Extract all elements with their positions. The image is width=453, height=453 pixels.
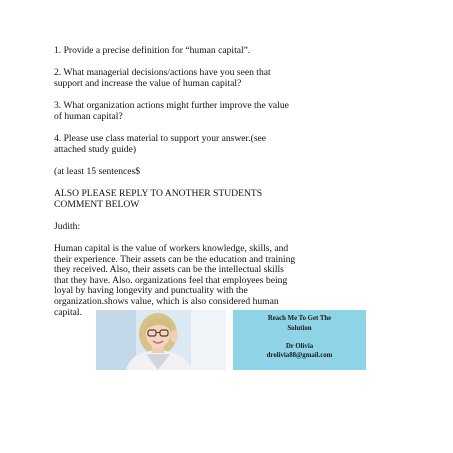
student-name: Judith: [54, 221, 81, 232]
question-1: 1. Provide a precise definition for “human capital”. [54, 45, 251, 56]
student-comment [54, 244, 410, 318]
question-4-line-1: 4. Please use class material to support your answer.(see [54, 133, 267, 144]
comment-line: capital. [54, 306, 82, 318]
tutor-photo [96, 310, 226, 370]
comment-line: organization.shows value, which is also considered human [54, 295, 279, 307]
question-3-line-1: 3. What organization actions might further improve the value [54, 100, 289, 111]
question-3-line-2: of human capital? [54, 111, 123, 122]
question-2-line-2: support and increase the value of human capital? [54, 78, 242, 89]
comment-line: loyal by having longevity and punctuality with the [54, 285, 248, 297]
question-2-line-1: 2. What managerial decisions/actions have you seen that [54, 67, 271, 78]
comment-line: Human capital is the value of workers knowledge, skills, and [54, 243, 289, 254]
tutor-advertisement[interactable] [96, 310, 366, 370]
comment-line: that they have. Also. organizations feel that employees being [54, 274, 288, 286]
contact-panel[interactable] [233, 310, 366, 370]
promo-line-2: Solution [287, 325, 312, 332]
comment-line: their experience. Their assets can be the education and training [54, 253, 296, 265]
tutor-email[interactable]: drolivia88@gmail.com [266, 352, 333, 359]
promo-line-1: Reach Me To Get The [267, 315, 332, 322]
question-4-line-2: attached study guide) [54, 144, 137, 155]
sentence-requirement-note: (at least 15 sentences$ [54, 166, 141, 177]
tutor-name: Dr Olivia [285, 343, 314, 350]
comment-line: they received. Also, their assets can be the intellectual skills [54, 264, 284, 276]
reply-heading-line-1: ALSO PLEASE REPLY TO ANOTHER STUDENTS [54, 188, 263, 199]
reply-heading-line-2: COMMENT BELOW [54, 199, 140, 210]
